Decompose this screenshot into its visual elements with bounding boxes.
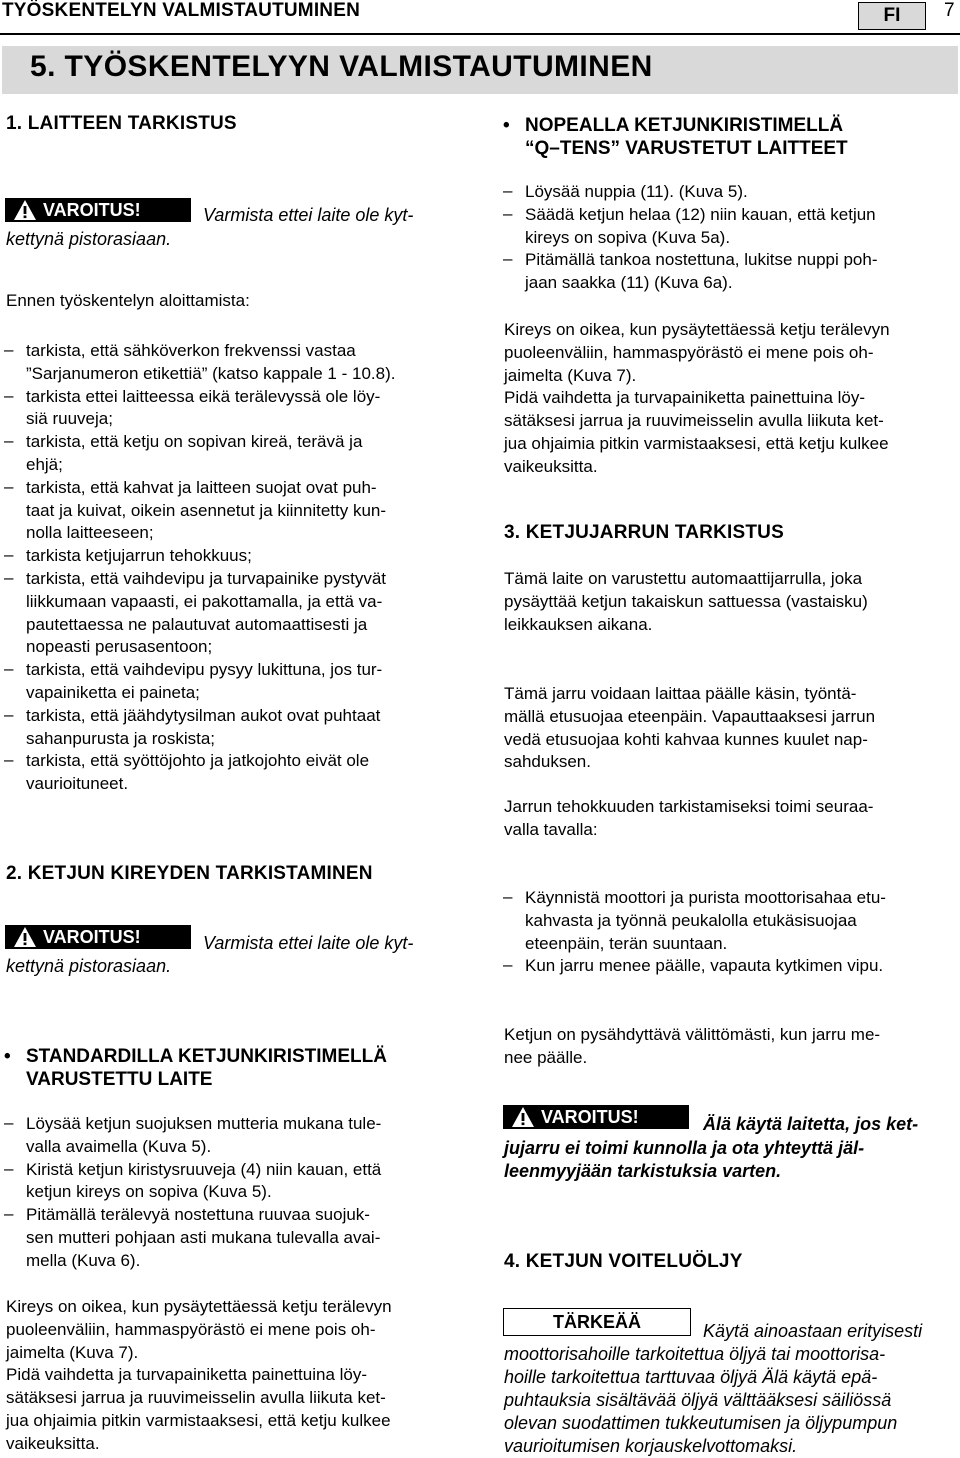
warning-icon	[511, 1106, 535, 1128]
paragraph-line: Kireys on oikea, kun pysäytettäessä ketju terälevyn	[504, 320, 890, 339]
page-number: 7	[944, 0, 955, 21]
warning-text-2b: kettynä pistorasiaan.	[6, 956, 172, 976]
warning-text-1b: kettynä pistorasiaan.	[6, 229, 172, 249]
paragraph-line: vedä etusuojaa kohti kahvaa kunnes kuulet nap-	[504, 729, 868, 749]
header-rule	[0, 33, 960, 35]
oil-text-l5: olevan suodattimen tukkeutumisen ja öljypumpun	[504, 1413, 898, 1433]
paragraph-line: Tämä laite on varustettu automaattijarrulla, joka	[504, 569, 863, 588]
list-dash: –	[4, 704, 14, 724]
paragraph-line: jua ohjaimia pitkin varmistaaksesi, että ketju kulkee	[504, 434, 889, 453]
warning-text-1a: Varmista ettei laite ole kyt-	[203, 205, 414, 225]
list-item-line: nolla laitteeseen;	[26, 523, 154, 543]
list-item-line: tarkista ketjujarrun tehokkuus;	[26, 546, 252, 566]
paragraph-line: valla tavalla:	[504, 819, 598, 839]
oil-text-l4: puhtauksia sisältävää öljyä välttääksesi säiliössä	[504, 1390, 892, 1410]
paragraph-line: sätäksesi jarrua ja ruuvimeisselin avulla liikuta ket-	[504, 411, 884, 431]
list-item-line: liikkumaan vapaasti, ei pakottamalla, ja että va-	[26, 591, 383, 611]
paragraph-line: Jarrun tehokkuuden tarkistamiseksi toimi seuraa-	[504, 797, 874, 816]
list-dash: –	[4, 568, 14, 587]
important-badge: TÄRKEÄÄ	[503, 1308, 691, 1336]
paragraph-line: jaimelta (Kuva 7).	[504, 365, 637, 385]
list-item-line: tarkista, että kahvat ja laitteen suojat ovat puh-	[26, 477, 377, 497]
standard-title-l1: STANDARDILLA KETJUNKIRISTIMELLÄ	[26, 1046, 387, 1067]
list-item-line: jaan saakka (11) (Kuva 6a).	[525, 273, 733, 293]
paragraph-line: puoleenväliin, hammaspyörästö ei mene pois oh-	[504, 342, 874, 362]
warning-label: VAROITUS!	[43, 926, 141, 947]
list-item-line: sen mutteri pohjaan asti mukana tulevalla avai-	[26, 1228, 381, 1247]
list-dash: –	[4, 1113, 14, 1132]
list-item-line: tarkista, että vaihdevipu pysyy lukittuna, jos tur-	[26, 660, 383, 680]
warning-text-2a: Varmista ettei laite ole kyt-	[203, 933, 414, 953]
list-item-line: ehjä;	[26, 455, 63, 474]
list-dash: –	[503, 181, 513, 200]
section-2-title: 2. KETJUN KIREYDEN TARKISTAMINEN	[6, 863, 373, 884]
intro-text: Ennen työskentelyn aloittamista:	[6, 291, 250, 310]
section-4-title: 4. KETJUN VOITELUÖLJY	[504, 1251, 743, 1272]
paragraph-line: mällä etusuojaa eteenpäin. Vapauttaaksesi jarrun	[504, 706, 876, 726]
list-item-line: kireys on sopiva (Kuva 5a).	[525, 227, 731, 247]
list-item-line: Löysää nuppia (11). (Kuva 5).	[525, 182, 748, 201]
running-header-title: TYÖSKENTELYN VALMISTAUTUMINEN	[2, 0, 361, 21]
section-1-title: 1. LAITTEEN TARKISTUS	[6, 113, 237, 134]
warning-badge-3	[503, 1105, 689, 1129]
warning-label: VAROITUS!	[43, 199, 141, 220]
paragraph-line: Pidä vaihdetta ja turvapainiketta painettuina löy-	[6, 1365, 368, 1385]
list-item-line: nopeasti perusasentoon;	[26, 637, 213, 657]
paragraph-line: Kireys on oikea, kun pysäytettäessä ketju terälevyn	[6, 1297, 392, 1316]
list-item-line: vaurioituneet.	[26, 774, 129, 794]
list-dash: –	[503, 249, 513, 269]
paragraph-line: vaikeuksitta.	[6, 1433, 100, 1453]
list-dash: –	[4, 340, 14, 359]
paragraph-line: Pidä vaihdetta ja turvapainiketta painettuina löy-	[504, 388, 866, 408]
oil-text-l6: vaurioitumisen korjauskelvottomaksi.	[504, 1436, 798, 1456]
warning-badge-1	[5, 198, 191, 222]
warning-icon	[13, 199, 37, 221]
list-dash: –	[503, 887, 513, 906]
warning-text-3b: jujarru ei toimi kunnolla ja ota yhteyttä jäl-	[504, 1138, 865, 1158]
paragraph-line: sahduksen.	[504, 752, 591, 772]
paragraph-line: Ketjun on pysähdyttävä välittömästi, kun jarru me-	[504, 1025, 881, 1044]
quick-title-l2: “Q–TENS” VARUSTETUT LAITTEET	[525, 138, 848, 159]
chapter-title: 5. TYÖSKENTELYYN VALMISTAUTUMINEN	[30, 50, 653, 83]
list-item-line: kahvasta ja työnnä peukalolla etukäsisuojaa	[525, 910, 857, 930]
list-item-line: Säädä ketjun helaa (12) niin kauan, että ketjun	[525, 204, 876, 224]
paragraph-line: Tämä jarru voidaan laittaa päälle käsin, työntä-	[504, 684, 857, 703]
list-item-line: eteenpäin, terän suuntaan.	[525, 933, 728, 953]
list-item-line: tarkista, että vaihdevipu ja turvapainike pystyvät	[26, 569, 387, 588]
list-item-line: valla avaimella (Kuva 5).	[26, 1136, 212, 1156]
language-badge: FI	[858, 2, 926, 30]
paragraph-line: leikkauksen aikana.	[504, 614, 653, 634]
list-dash: –	[4, 476, 14, 496]
paragraph-line: jaimelta (Kuva 7).	[6, 1342, 139, 1362]
list-dash: –	[4, 431, 14, 451]
list-item-line: Löysää ketjun suojuksen mutteria mukana tule-	[26, 1114, 382, 1133]
warning-text-3a: Älä käytä laitetta, jos ket-	[703, 1114, 919, 1134]
list-item-line: taat ja kuivat, oikein asennetut ja kiinnitetty kun-	[26, 500, 387, 520]
warning-label: VAROITUS!	[541, 1106, 639, 1127]
list-dash: –	[4, 659, 14, 679]
paragraph-line: jua ohjaimia pitkin varmistaaksesi, että ketju kulkee	[6, 1411, 391, 1430]
quick-title-l1: NOPEALLA KETJUNKIRISTIMELLÄ	[525, 115, 844, 136]
list-dash: –	[4, 385, 14, 405]
paragraph-line: sätäksesi jarrua ja ruuvimeisselin avulla liikuta ket-	[6, 1388, 386, 1408]
list-item-line: Kun jarru menee päälle, vapauta kytkimen vipu.	[525, 956, 884, 976]
oil-text-l3: hoille tarkoitettua tarttuvaa öljyä Älä käytä epä-	[504, 1367, 878, 1387]
bullet-standard: •	[4, 1046, 11, 1067]
list-item-line: ketjun kireys on sopiva (Kuva 5).	[26, 1182, 272, 1202]
list-item-line: Kiristä ketjun kiristysruuveja (4) niin kauan, että	[26, 1159, 382, 1179]
warning-icon	[13, 926, 37, 948]
list-item-line: Pitämällä tankoa nostettuna, lukitse nuppi poh-	[525, 250, 878, 270]
list-item-line: sahanpurusta ja roskista;	[26, 728, 215, 748]
paragraph-line: vaikeuksitta.	[504, 456, 598, 476]
oil-text-l1: Käytä ainoastaan erityisesti	[703, 1321, 923, 1341]
list-dash: –	[4, 1158, 14, 1178]
list-dash: –	[4, 1204, 14, 1224]
paragraph-line: nee päälle.	[504, 1047, 588, 1067]
oil-text-l2: moottorisahoille tarkoitettua öljyä tai moottorisa-	[504, 1344, 886, 1364]
list-item-line: tarkista, että sähköverkon frekvenssi vastaa	[26, 341, 356, 360]
list-item-line: tarkista ettei laitteessa eikä terälevyssä ole löy-	[26, 386, 381, 406]
list-item-line: Pitämällä terälevyä nostettuna ruuvaa suojuk-	[26, 1205, 370, 1225]
list-item-line: tarkista, että syöttöjohto ja jatkojohto eivät ole	[26, 751, 370, 771]
warning-badge-2	[5, 925, 191, 949]
list-dash: –	[503, 955, 513, 975]
list-dash: –	[4, 545, 14, 565]
list-item-line: tarkista, että ketju on sopivan kireä, terävä ja	[26, 432, 363, 452]
warning-text-3c: leenmyyjään tarkistuksia varten.	[504, 1161, 782, 1181]
list-item-line: mella (Kuva 6).	[26, 1250, 141, 1270]
list-item-line: ”Sarjanumeron etikettiä” (katso kappale 1 - 10.8).	[26, 363, 396, 383]
list-item-line: siä ruuveja;	[26, 409, 113, 429]
paragraph-line: pysäyttää ketjun takaiskun sattuessa (vastaisku)	[504, 591, 868, 611]
list-item-line: tarkista, että jäähdytysilman aukot ovat puhtaat	[26, 705, 381, 725]
standard-title-l2: VARUSTETTU LAITE	[26, 1069, 213, 1090]
paragraph-line: puoleenväliin, hammaspyörästö ei mene pois oh-	[6, 1319, 376, 1339]
list-item-line: Käynnistä moottori ja purista moottorisahaa etu-	[525, 888, 886, 907]
list-item-line: vapainiketta ei paineta;	[26, 683, 200, 702]
list-dash: –	[503, 203, 513, 223]
section-3-title: 3. KETJUJARRUN TARKISTUS	[504, 522, 784, 543]
list-dash: –	[4, 750, 14, 770]
list-item-line: pautettaessa ne palautuvat automaattisesti ja	[26, 614, 368, 634]
bullet-quick: •	[503, 115, 510, 136]
